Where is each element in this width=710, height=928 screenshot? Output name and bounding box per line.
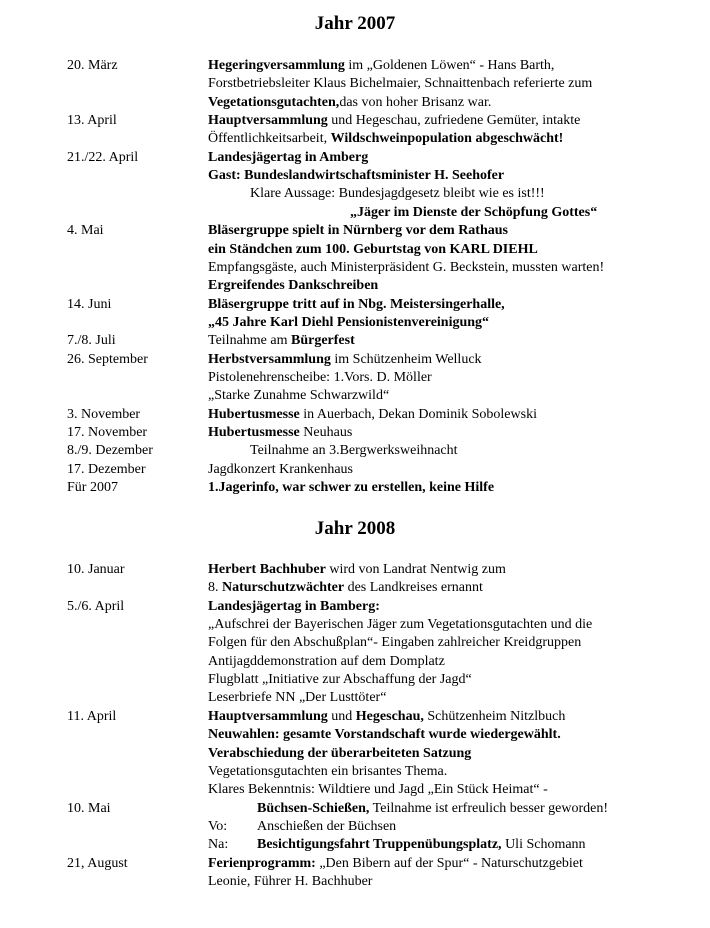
entry-text [208, 424, 352, 442]
entry-date: 26. September [67, 352, 148, 367]
entry-text [208, 369, 432, 387]
entry-row [0, 204, 710, 222]
entry-row [0, 818, 710, 836]
entry-row [0, 561, 710, 579]
entry-date: Für 2007 [67, 480, 118, 495]
entry-date: 10. Mai [67, 801, 111, 816]
entry-row [0, 387, 710, 405]
entry-text-normal: Öffentlichkeitsarbeit, [208, 131, 331, 146]
entry-row [0, 836, 710, 854]
entry-text-bold: Landesjägertag in Bamberg: [208, 599, 380, 614]
entry-text [208, 314, 489, 332]
entry-text [208, 689, 386, 707]
entry-row [0, 406, 710, 424]
entry-text [257, 818, 396, 836]
entry-text [208, 75, 592, 93]
entry-text-bold: Wildschweinpopulation abgeschwächt! [330, 131, 564, 146]
entry-text-normal: Vegetationsgutachten ein brisantes Thema. [208, 764, 448, 779]
entry-row [0, 241, 710, 259]
entry-text-normal: des Landkreises ernannt [344, 580, 483, 595]
entry-text-normal: Teilnahme ist erfreulich besser geworden! [369, 801, 609, 816]
entry-text-bold: Hegeschau, [355, 709, 424, 724]
entry-text [208, 112, 580, 130]
entry-text-bold: Herbstversammlung [208, 352, 331, 367]
entry-date: 17. November [67, 425, 148, 440]
entry-text-normal: im Schützenheim Welluck [330, 352, 482, 367]
entry-text [208, 745, 471, 763]
entry-row [0, 222, 710, 240]
entry-text-bold: Vegetationsgutachten, [208, 95, 340, 110]
entry-text [208, 634, 581, 652]
entry-text [208, 332, 355, 350]
entry-text-normal: Uli Schomann [501, 837, 586, 852]
entry-text-normal: Jagdkonzert Krankenhaus [208, 462, 354, 477]
entry-text-normal: und [327, 709, 356, 724]
entry-text [208, 461, 353, 479]
entry-date: 13. April [67, 113, 117, 128]
entry-date: 8./9. Dezember [67, 443, 153, 458]
entry-row [0, 259, 710, 277]
entry-date: 11. April [67, 709, 117, 724]
entry-text [350, 204, 597, 222]
entry-row [0, 149, 710, 167]
entry-date: 20. März [67, 58, 118, 73]
entry-text-normal: Antijagddemonstration auf dem Domplatz [208, 654, 445, 669]
entry-text-bold: Gast: Bundeslandwirtschaftsminister H. Seehofer [208, 168, 505, 183]
entry-text-normal: Schützenheim Nitzlbuch [423, 709, 566, 724]
entry-text-bold: Ferienprogramm: [208, 856, 316, 871]
entry-text [208, 763, 447, 781]
entry-text-bold: Bürgerfest [291, 333, 355, 348]
entry-text [208, 726, 561, 744]
entry-row [0, 708, 710, 726]
entry-text [208, 57, 554, 75]
entry-row [0, 57, 710, 75]
entry-text-bold: Hegeringversammlung [208, 58, 345, 73]
entry-text [208, 167, 504, 185]
entry-text [208, 561, 506, 579]
entry-row [0, 351, 710, 369]
entry-text-normal: Anschießen der Büchsen [257, 819, 397, 834]
entry-text [257, 836, 586, 854]
entry-text-bold: Hauptversammlung [208, 709, 328, 724]
entry-text-bold: Ergreifendes Dankschreiben [208, 278, 379, 293]
entry-text [208, 708, 565, 726]
entry-text [208, 130, 563, 148]
entry-text-normal: Leonie, Führer H. Bachhuber [208, 874, 373, 889]
entry-text [208, 222, 508, 240]
entry-text [208, 351, 482, 369]
entry-text-bold: Büchsen-Schießen, [257, 801, 370, 816]
entry-text-normal: Pistolenehrenscheibe: 1.Vors. D. Möller [208, 370, 432, 385]
entry-text-normal: Flugblatt „Initiative zur Abschaffung der Jagd“ [208, 672, 472, 687]
entry-sublabel: Vo: [208, 819, 228, 834]
entry-row [0, 781, 710, 799]
entry-text-bold: Verabschiedung der überarbeiteten Satzung [208, 746, 472, 761]
entry-row [0, 442, 710, 460]
entry-row [0, 332, 710, 350]
entry-row [0, 653, 710, 671]
entry-row [0, 424, 710, 442]
entry-text-normal: 8. [208, 580, 222, 595]
entry-text-normal: in Auerbach, Dekan Dominik Sobolewski [299, 407, 537, 422]
entry-text-normal: „Aufschrei der Bayerischen Jäger zum Vegetationsgutachten und die [208, 617, 593, 632]
entry-row [0, 185, 710, 203]
entry-row [0, 167, 710, 185]
entry-text [208, 94, 491, 112]
entry-date: 7./8. Juli [67, 333, 116, 348]
entry-text-bold: Hubertusmesse [208, 425, 300, 440]
entry-date: 4. Mai [67, 223, 104, 238]
entry-text-bold: Neuwahlen: gesamte Vorstandschaft wurde wiedergewählt. [208, 727, 561, 742]
entry-row [0, 873, 710, 891]
entry-sublabel: Na: [208, 837, 229, 852]
entry-text [208, 479, 494, 497]
entry-row [0, 130, 710, 148]
entry-text-bold: Hauptversammlung [208, 113, 328, 128]
section-heading: Jahr 2007 [314, 13, 396, 34]
entry-text-bold: Bläsergruppe spielt in Nürnberg vor dem Rathaus [208, 223, 508, 238]
entry-row [0, 616, 710, 634]
entry-row [0, 745, 710, 763]
entry-text [208, 149, 368, 167]
entry-text-bold: Landesjägertag in Amberg [208, 150, 369, 165]
entry-text-normal: Teilnahme am [208, 333, 291, 348]
entry-text-normal: Leserbriefe NN „Der Lusttöter“ [208, 690, 387, 705]
entry-text [257, 800, 608, 818]
section-heading: Jahr 2008 [314, 518, 396, 539]
entry-row [0, 726, 710, 744]
entry-text-bold: „Jäger im Dienste der Schöpfung Gottes“ [350, 205, 598, 220]
entry-text [250, 442, 458, 460]
entry-row [0, 598, 710, 616]
entry-text [208, 873, 372, 891]
entry-date: 21./22. April [67, 150, 139, 165]
entry-text-normal: „Den Bibern auf der Spur“ - Naturschutzgebiet [315, 856, 583, 871]
entry-text [208, 387, 389, 405]
entry-row [0, 689, 710, 707]
entry-text [208, 296, 505, 314]
entry-text [208, 598, 380, 616]
entry-text-bold: Bläsergruppe tritt auf in Nbg. Meistersingerhalle, [208, 297, 505, 312]
entry-text-bold: 1.Jagerinfo, war schwer zu erstellen, keine Hilfe [208, 480, 495, 495]
entry-text [208, 616, 592, 634]
entry-text-normal: Neuhaus [299, 425, 353, 440]
entry-row [0, 479, 710, 497]
entry-text-bold: Naturschutzwächter [222, 580, 345, 595]
entry-text-normal: Teilnahme an 3.Bergwerksweihnacht [250, 443, 458, 458]
entry-date: 3. November [67, 407, 141, 422]
entry-text [208, 579, 483, 597]
entry-text [208, 855, 583, 873]
entry-text-normal: das von hoher Brisanz war. [339, 95, 492, 110]
entry-row [0, 94, 710, 112]
entry-date: 14. Juni [67, 297, 112, 312]
entry-row [0, 461, 710, 479]
entry-date: 10. Januar [67, 562, 125, 577]
entry-text-bold: Hubertusmesse [208, 407, 300, 422]
entry-row [0, 277, 710, 295]
entry-row [0, 800, 710, 818]
entry-text-normal: und Hegeschau, zufriedene Gemüter, intakte [327, 113, 581, 128]
entry-text [208, 259, 604, 277]
entry-row [0, 314, 710, 332]
entry-text [250, 185, 545, 203]
entry-text-bold: Besichtigungsfahrt Truppenübungsplatz, [257, 837, 502, 852]
entry-text [208, 653, 445, 671]
entry-row [0, 75, 710, 93]
entry-text-normal: Folgen für den Abschußplan“- Eingaben zahlreicher Kreidgruppen [208, 635, 582, 650]
entry-text-bold: ein Ständchen zum 100. Geburtstag von KARL DIEHL [208, 242, 538, 257]
entry-row [0, 112, 710, 130]
entry-text-bold: „45 Jahre Karl Diehl Pensionistenvereinigung“ [208, 315, 490, 330]
entry-text-normal: Klare Aussage: Bundesjagdgesetz bleibt wie es ist!!! [250, 186, 545, 201]
entry-text-normal: Klares Bekenntnis: Wildtiere und Jagd „Ein Stück Heimat“ - [208, 782, 548, 797]
entry-row [0, 671, 710, 689]
entry-text [208, 241, 538, 259]
entry-text [208, 671, 472, 689]
entry-text-normal: Empfangsgäste, auch Ministerpräsident G. Beckstein, mussten warten! [208, 260, 605, 275]
entry-row [0, 634, 710, 652]
entry-text [208, 406, 537, 424]
entry-text [208, 277, 378, 295]
entry-date: 5./6. April [67, 599, 125, 614]
entry-text-bold: Herbert Bachhuber [208, 562, 326, 577]
entry-text-normal: im „Goldenen Löwen“ - Hans Barth, [344, 58, 555, 73]
entry-text-normal: „Starke Zunahme Schwarzwild“ [208, 388, 390, 403]
entry-row [0, 579, 710, 597]
entry-date: 17. Dezember [67, 462, 146, 477]
entry-date: 21, August [67, 856, 128, 871]
entry-text [208, 781, 548, 799]
entry-row [0, 369, 710, 387]
entry-row [0, 763, 710, 781]
entry-text-normal: Forstbetriebsleiter Klaus Bichelmaier, Schnaittenbach referierte zum [208, 76, 593, 91]
entry-row [0, 855, 710, 873]
entry-row [0, 296, 710, 314]
entry-text-normal: wird von Landrat Nentwig zum [325, 562, 506, 577]
